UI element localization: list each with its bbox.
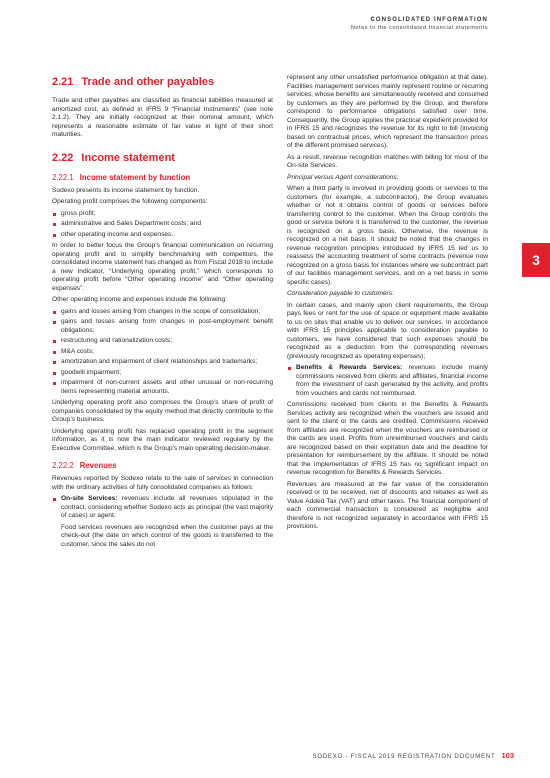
paragraph: Underlying operating profit has replaced operating profit in the segment information, as it is now the main indicator reviewed regularly by the Executive Committee, which is the Group’s main operating decision-maker. xyxy=(52,427,273,452)
list-item-benefits: Benefits & Rewards Services: revenues include mainly commissions received from clients and affiliates, financial income from the investment of cash generated by the activity, and profits from vouchers and cards not reimbursed. xyxy=(287,364,488,398)
list-item: M&A costs; xyxy=(52,348,273,357)
paragraph: Other operating income and expenses include the following: xyxy=(52,296,227,303)
list-item: amortization and impairment of client relationships and trademarks; xyxy=(52,358,273,367)
paragraph: Operating profit comprises the following components: xyxy=(52,198,208,205)
heading-2-22-1: 2.22.1 Income statement by function xyxy=(52,172,191,182)
list-item: other operating income and expenses. xyxy=(52,231,273,240)
paragraph: As a result, revenue recognition matches with billing for most of the On-site Services. xyxy=(287,153,488,169)
paragraph: Revenues reported by Sodexo relate to the sale of services in connection with the ordinary activities of fully consolidated companies as follows: xyxy=(52,475,273,491)
left-column xyxy=(52,74,273,552)
subheading-principal-agent: Principal versus Agent considerations: xyxy=(287,173,399,181)
list-item: administrative and Sales Department costs; and xyxy=(52,220,273,229)
page-footer xyxy=(313,751,514,760)
header-section: CONSOLIDATED INFORMATION xyxy=(370,17,488,23)
right-column xyxy=(287,74,488,535)
list-item: gains and losses arising from changes in post-employment benefit obligations; xyxy=(52,318,273,335)
paragraph: Commissions received from clients in the Benefits & Rewards Services activity are recognized when the vouchers are issued and sent to the client or the cards are credited. Commissions received from affiliates are recognized when the vouchers are reimbursed or the cards are used. Profits from unreimbursed vouchers and cards are recognized based on their expiration date and the deadline for presentation for reimbursement by the affiliate. It should be noted that the implementation of IFRS 15 has no significant impact on revenue recognition for Benefits & Rewards Services. xyxy=(287,401,488,476)
heading-2-22-2: 2.22.2 Revenues xyxy=(52,461,117,470)
list-item: goodwill impairment; xyxy=(52,369,273,378)
list-item-onsite: On-site Services: revenues include all revenues stipulated in the contract, considering whether Sodexo acts as principal (the vast majority of cases) or agent. xyxy=(52,495,273,521)
footer-document-title: SODEXO - FISCAL 2019 REGISTRATION DOCUMENT xyxy=(312,754,496,760)
paragraph: Food services revenues are recognized when the customer pays at the check-out (the date on which control of the goods is transferred to the customer, since the sales do not xyxy=(61,523,273,548)
paragraph: In order to better focus the Group’s financial communication on recurring operating profit and to simplify benchmarking with competitors, the consolidated income statement has changed as from Fiscal 2018 to include a new indicator, “Underlying operating profit,” which corresponds to operating profit before “Other operating income” and “Other operating expenses”. xyxy=(52,242,273,292)
heading-2-21: 2.21 Trade and other payables xyxy=(52,76,215,88)
header-subsection: Notes to the consolidated financial statements xyxy=(350,25,488,31)
subheading-consideration: Consideration payable to customers: xyxy=(287,290,395,297)
list-item: impairment of non-current assets and other unusual or non-recurring items representing material amounts. xyxy=(52,379,273,396)
chapter-tab: 3 xyxy=(522,243,550,277)
paragraph: In certain cases, and mainly upon client requirements, the Group pays fees or rent for the use of space or equipment made available to us on sites that enable us to deliver our services. In accordance with IFRS 15 principles applicable to consideration payable to customers, we have considered that such expenses should be recognized as a deduction from the corresponding revenues (previously recognized as operating expenses); xyxy=(287,301,488,360)
list-item: restructuring and rationalization costs; xyxy=(52,337,273,346)
running-header xyxy=(351,17,488,31)
bullet-list xyxy=(287,364,488,398)
list-item: gains and losses arising from changes in the scope of consolidation; xyxy=(52,308,273,317)
paragraph: represent any other unsatisfied performance obligation at that date). Facilities management services mainly represent routine or recurring services, whose benefits are simultaneously received and consumed by customers as they are performed by the Group, and therefore correspond to performance obligations satisfied over time. Consequently, the Group applies the practical expedient provided for in IFRS 15 and recognizes the revenue for its right to bill (invoicing based on contractual prices, which represent the transaction prices of the different promised services). xyxy=(287,74,488,149)
bullet-list xyxy=(52,308,273,397)
list-item: gross profit; xyxy=(52,210,273,219)
bullet-list xyxy=(52,210,273,240)
paragraph: Underlying operating profit also comprises the Group’s share of profit of companies consolidated by the equity method that directly contribute to the Group’s business. xyxy=(52,399,273,423)
paragraph: Trade and other payables are classified as financial liabilities measured at amortized cost, as defined in IFRS 9 “Financial Instruments” (see note 2.1.2). They are initially recognized at their nominal amount, which represents a reasonable estimate of fair value in light of their short maturities. xyxy=(52,97,273,138)
paragraph: When a third party is involved in providing goods or services to the customers (for example, a subcontractor), the Group evaluates whether or not it obtains control of goods or services before transferring control to the customer. When the Group controls the good or service before it is transferred to the customer, the revenue is recognized on a gross basis. Otherwise, the revenue is recognized on a net basis. It should be noted that the changes in revenue recognition principles introduced by IFRS 15 led us to reassess the accounting treatment of some contracts (revenue now recognized on a gross basis for instances where we subcontract part of our facilities management services, and on a net basis in some specific cases). xyxy=(287,185,488,286)
page-number: 103 xyxy=(501,751,514,760)
paragraph: Sodexo presents its income statement by function. xyxy=(52,186,200,194)
bullet-list xyxy=(52,495,273,521)
paragraph: Revenues are measured at the fair value of the consideration received or to be received, net of discounts and rebates as well as Value Added Tax (VAT) and other taxes. The financial component of each commercial transaction is considered as negligible and therefore is not recognized separately in accordance with IFRS 15 provisions. xyxy=(287,480,488,530)
heading-2-22: 2.22 Income statement xyxy=(52,151,175,164)
